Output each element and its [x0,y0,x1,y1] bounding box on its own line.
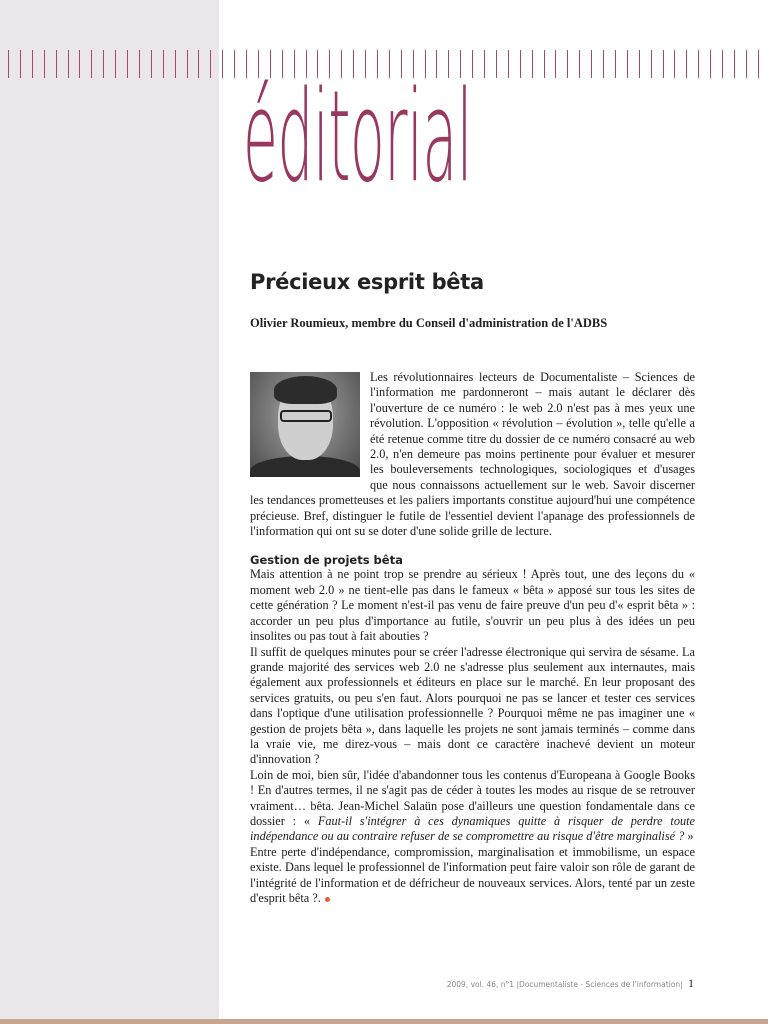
article-body [250,370,695,906]
tick-mark [210,50,211,78]
tick-mark [163,50,164,78]
tick-mark [567,50,568,78]
paragraph-3: Loin de moi, bien sûr, l'idée d'abandonner tous les contenus d'Europeana à Google Books ! En d'autres termes, il ne s'agit pas de céder à toutes les modes au risque de se retrouver vraiment… bêta. Jean-Michel Salaün pose d'ailleurs une question fondamentale dans ce dossier : « Faut-il s'intégrer à ces dynamiques quitte à risquer de perdre toute indépendance ou au contraire refuser de se compromettre au risque d'être marginalisé ? » [250,767,696,844]
tick-mark [175,50,176,78]
tick-mark [91,50,92,78]
section-heading: Gestion de projets bêta [250,553,403,568]
paragraph-1: Mais attention à ne point trop se prendre au sérieux ! Après tout, une des leçons du « moment web 2.0 » ne tient-elle pas dans le fameux « bêta » apposé sur tous les sites de cette génération ? Le moment n'est-il pas venu de faire preuve d'un peu d'« esprit bêta » : accorder un peu plus d'importance au futile, s'ouvrir un peu plus à des idées un peu insolites ou pas tout à fait abouties ? [250,567,695,644]
end-of-article-icon [325,897,330,902]
tick-mark [746,50,747,78]
tick-mark [198,50,199,78]
tick-mark [127,50,128,78]
tick-mark [698,50,699,78]
tick-mark [520,50,521,78]
paragraph-2: Il suffit de quelques minutes pour se créer l'adresse électronique qui servira de sésame. La grande majorité des services web 2.0 ne s'adresse plus seulement aux internautes, mais également aux professionnels et éditeurs en place sur le marché. En leur proposant des services gratuits, ou peu s'en faut. Alors pourquoi ne pas se lancer et tester ces services dans l'optique d'une utilisation professionnelle ? Pourquoi même ne pas imaginer une « gestion de projets bêta », dans laquelle les projets ne sont jamais terminés – comme dans la vraie vie, me direz-vous – mais dont ce caractère inachevé devient un moteur d'innovation ? [250,644,695,767]
tick-mark [639,50,640,78]
author-photo [250,372,360,477]
page-footer [447,976,694,991]
bottom-rule [0,1019,768,1024]
masthead-editorial: éditorial [243,63,473,210]
tick-mark [139,50,140,78]
tick-mark [151,50,152,78]
tick-mark [32,50,33,78]
tick-mark [8,50,9,78]
tick-mark [79,50,80,78]
tick-mark [56,50,57,78]
footer-issue: 2009, vol. 46, n°1 [446,980,515,989]
tick-mark [615,50,616,78]
intro-paragraph: Les révolutionnaires lecteurs de Documentaliste – Sciences de l'information me pardonneront – mais autant le déclarer dès l'ouverture de ce numéro : le web 2.0 n'est pas à mes yeux une révolution. L'opposition « révolution – évolution », telle qu'elle a été retenue comme titre du dossier de ce numéro consacré au web 2.0, n'en demeure pas moins pertinente pour évaluer et mesurer les bouleversements technologiques, sociologiques et d'usages que nous connaissons actuellement sur le web. Savoir discerner les tendances prometteuses et les paliers importants constitue aujourd'hui une compétence précieuse. Bref, distinguer le futile de l'essentiel devient l'apanage des professionnels de l'information qui ont su se doter d'une solide grille de lecture. [250,370,695,539]
tick-mark [234,50,235,78]
quote: Faut-il s'intégrer à ces dynamiques quitte à risquer de perdre toute indépendance ou au contraire refuser de se compromettre au risque d'être marginalisé ? [250,813,696,844]
tick-mark [103,50,104,78]
tick-mark [44,50,45,78]
page-number: 1 [688,976,694,990]
tick-mark [663,50,664,78]
tick-mark [591,50,592,78]
tick-mark [710,50,711,78]
tick-mark [484,50,485,78]
tick-mark [603,50,604,78]
tick-mark [579,50,580,78]
left-margin-band [0,0,219,1024]
tick-mark [544,50,545,78]
tick-mark [68,50,69,78]
tick-mark [674,50,675,78]
paragraph-4: Entre perte d'indépendance, compromission, marginalisation et immobilisme, un espace existe. Dans lequel le professionnel de l'information peut faire valoir son rôle de garant de l'intégrité de l'information et de défricheur de nouveaux services. Alors, tenté par un zeste d'esprit bêta ?. [250,844,695,905]
article-byline: Olivier Roumieux, membre du Conseil d'administration de l'ADBS [250,316,608,330]
tick-mark [496,50,497,78]
tick-mark [722,50,723,78]
tick-mark [627,50,628,78]
footer-journal: |Documentaliste - Sciences de l'information| [516,980,683,989]
tick-mark [686,50,687,78]
tick-mark [532,50,533,78]
tick-mark [758,50,759,78]
tick-mark [734,50,735,78]
tick-mark [115,50,116,78]
tick-mark [222,50,223,78]
article-title: Précieux esprit bêta [250,270,484,294]
tick-mark [187,50,188,78]
tick-mark [508,50,509,78]
tick-mark [20,50,21,78]
tick-mark [472,50,473,78]
tick-mark [555,50,556,78]
tick-mark [651,50,652,78]
